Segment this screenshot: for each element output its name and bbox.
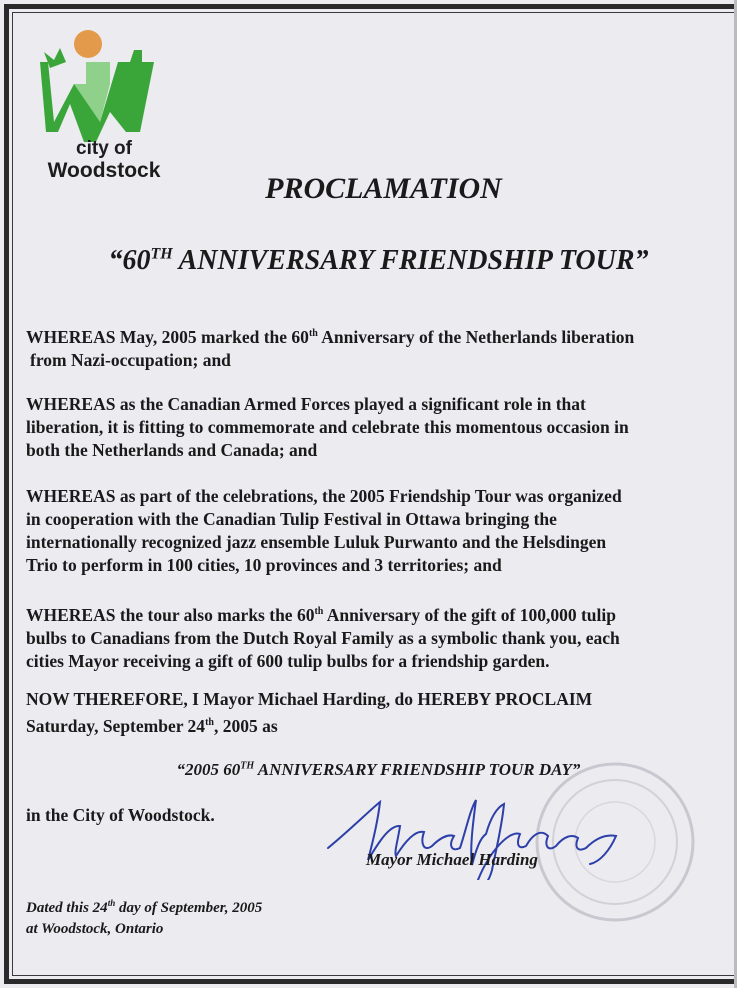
logo-line2: Woodstock (47, 159, 161, 182)
p4-l2: bulbs to Canadians from the Dutch Royal Family as a symbolic thank you, each (26, 627, 620, 648)
p1-sup: th (308, 328, 318, 339)
p3-l1: WHEREAS as part of the celebrations, the 2005 Friendship Tour was organized (26, 486, 622, 506)
p5-sup: th (205, 717, 214, 728)
dated-sup: th (107, 898, 116, 908)
subtitle-pre: “60 (108, 245, 151, 276)
proclaim-paragraph (26, 688, 732, 738)
dated-l2: at Woodstock, Ontario (26, 921, 164, 937)
p4-l3: cities Mayor receiving a gift of 600 tulip bulbs for a friendship garden. (26, 650, 550, 671)
p2-l3: both the Netherlands and Canada; and (26, 440, 318, 460)
whereas-paragraph-3 (26, 485, 732, 577)
subtitle-sup: TH (150, 245, 173, 263)
p3-l3: internationally recognized jazz ensemble Luluk Purwanto and the Helsdingen (26, 532, 607, 552)
subtitle (0, 245, 737, 277)
p4-sup: th (314, 606, 324, 617)
page-title: PROCLAMATION (265, 172, 502, 205)
p5-a: Saturday, September 24 (26, 715, 206, 736)
whereas-paragraph-4 (26, 600, 732, 673)
p4-b: Anniversary of the gift of 100,000 tulip (323, 604, 616, 625)
tourday-sup: TH (240, 760, 255, 772)
sun-icon (74, 30, 102, 58)
whereas-paragraph-1 (26, 322, 732, 372)
p3-l4: Trio to perform in 100 cities, 10 provinces and 3 territories; and (26, 555, 502, 575)
p1-c: from Nazi-occupation; and (30, 349, 231, 370)
p3-l2: in cooperation with the Canadian Tulip Festival in Ottawa bringing the (26, 509, 557, 529)
p1-a: WHEREAS May, 2005 marked the 60 (26, 326, 309, 347)
city-line: in the City of Woodstock. (26, 805, 215, 825)
subtitle-post: ANNIVERSARY FRIENDSHIP TOUR” (172, 245, 649, 276)
p1-b: Anniversary of the Netherlands liberation (317, 326, 635, 347)
tourday-post: ANNIVERSARY FRIENDSHIP TOUR DAY” (254, 760, 581, 779)
dated-line (26, 893, 262, 940)
mayor-name: Mayor Michael Harding (366, 850, 538, 869)
logo-line1: city of (76, 138, 132, 159)
p2-l1: WHEREAS as the Canadian Armed Forces played a significant role in that (26, 394, 586, 414)
p5-l1: NOW THEREFORE, I Mayor Michael Harding, do HEREBY PROCLAIM (26, 689, 593, 709)
dated-b: day of September, 2005 (115, 900, 263, 916)
whereas-paragraph-2 (26, 393, 732, 462)
p5-b: , 2005 as (213, 715, 278, 736)
p4-a: WHEREAS the tour also marks the 60 (26, 604, 315, 625)
tourday-pre: “2005 60 (176, 760, 241, 779)
p2-l2: liberation, it is fitting to commemorate and celebrate this momentous occasion in (26, 417, 629, 437)
dated-a: Dated this 24 (26, 900, 108, 916)
